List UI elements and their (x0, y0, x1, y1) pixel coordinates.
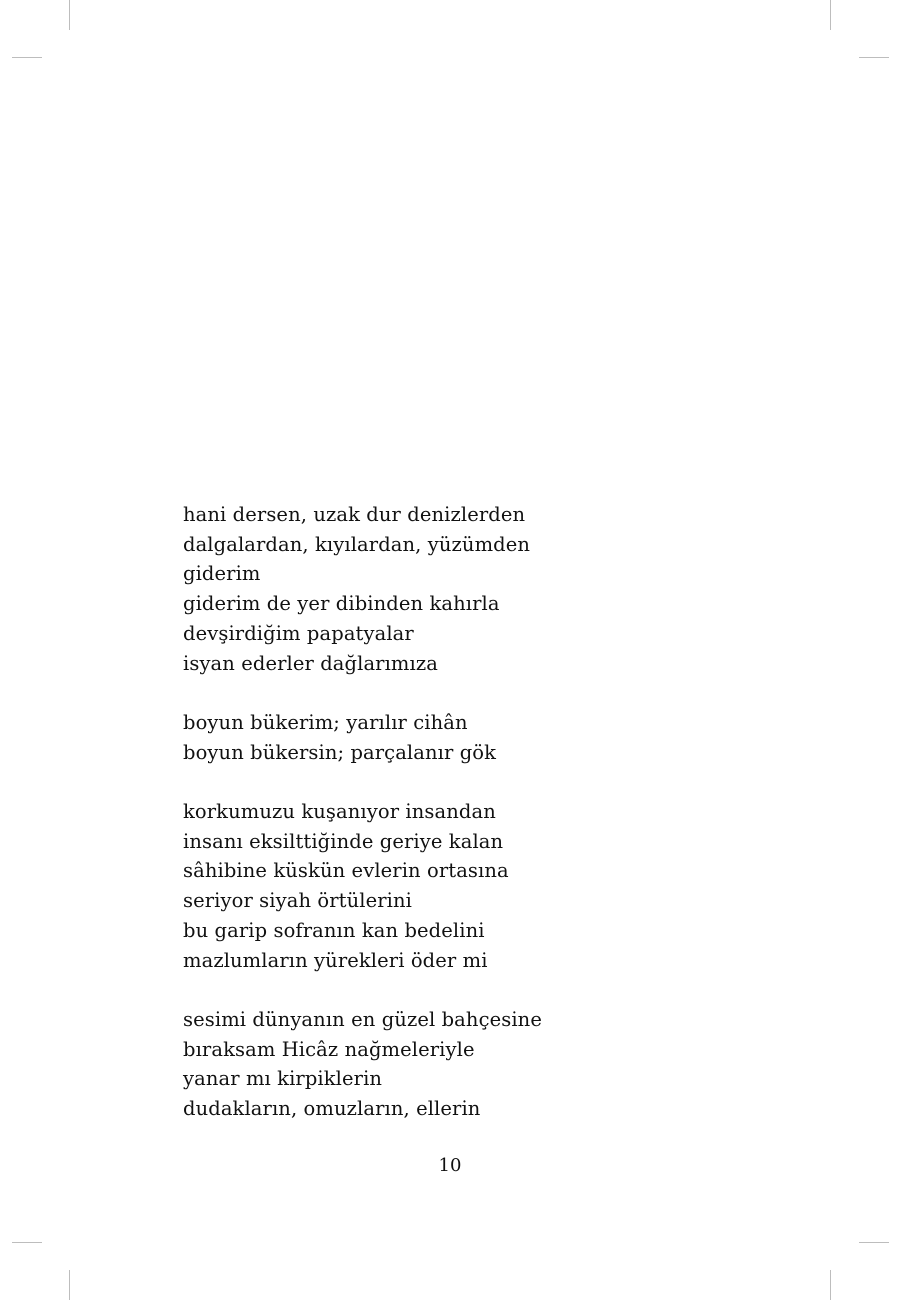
poem-line: dudakların, omuzların, ellerin (183, 1097, 481, 1121)
poem-line: boyun bükerim; yarılır cihân (183, 710, 468, 734)
stanza (183, 1005, 703, 1124)
stanza (183, 500, 703, 678)
poem-line: seriyor siyah örtülerini (183, 889, 413, 913)
poem-line: insanı eksilttiğinde geriye kalan (183, 829, 504, 853)
crop-mark-bottom-right-vertical (830, 1270, 831, 1300)
crop-mark-top-left-vertical (69, 0, 70, 30)
crop-mark-top-right-horizontal (859, 57, 889, 58)
poem-line: isyan ederler dağlarımıza (183, 651, 438, 675)
crop-mark-bottom-left-horizontal (12, 1242, 42, 1243)
poem-line: mazlumların yürekleri öder mi (183, 948, 488, 972)
crop-mark-top-left-horizontal (12, 57, 42, 58)
poem-line: hani dersen, uzak dur denizlerden (183, 503, 526, 526)
crop-mark-bottom-right-horizontal (859, 1242, 889, 1243)
poem-line: sâhibine küskün evlerin ortasına (183, 859, 509, 883)
poem-line: dalgalardan, kıyılardan, yüzümden (183, 532, 531, 556)
poem-line: yanar mı kirpiklerin (183, 1067, 383, 1091)
poem-body (183, 500, 703, 1124)
poem-line: boyun bükersin; parçalanır gök (183, 740, 497, 764)
stanza (183, 797, 703, 975)
poem-line: giderim (183, 562, 261, 586)
poem-line: bıraksam Hicâz nağmeleriyle (183, 1037, 475, 1061)
poem-line: devşirdiğim papatyalar (183, 621, 414, 645)
page-number: 10 (438, 1155, 462, 1176)
poem-line: sesimi dünyanın en güzel bahçesine (183, 1007, 542, 1031)
poem-line: korkumuzu kuşanıyor insandan (183, 800, 496, 823)
stanza (183, 708, 703, 767)
crop-mark-bottom-left-vertical (69, 1270, 70, 1300)
poem-line: bu garip sofranın kan bedelini (183, 918, 485, 942)
crop-mark-top-right-vertical (830, 0, 831, 30)
poem-line: giderim de yer dibinden kahırla (183, 592, 500, 616)
